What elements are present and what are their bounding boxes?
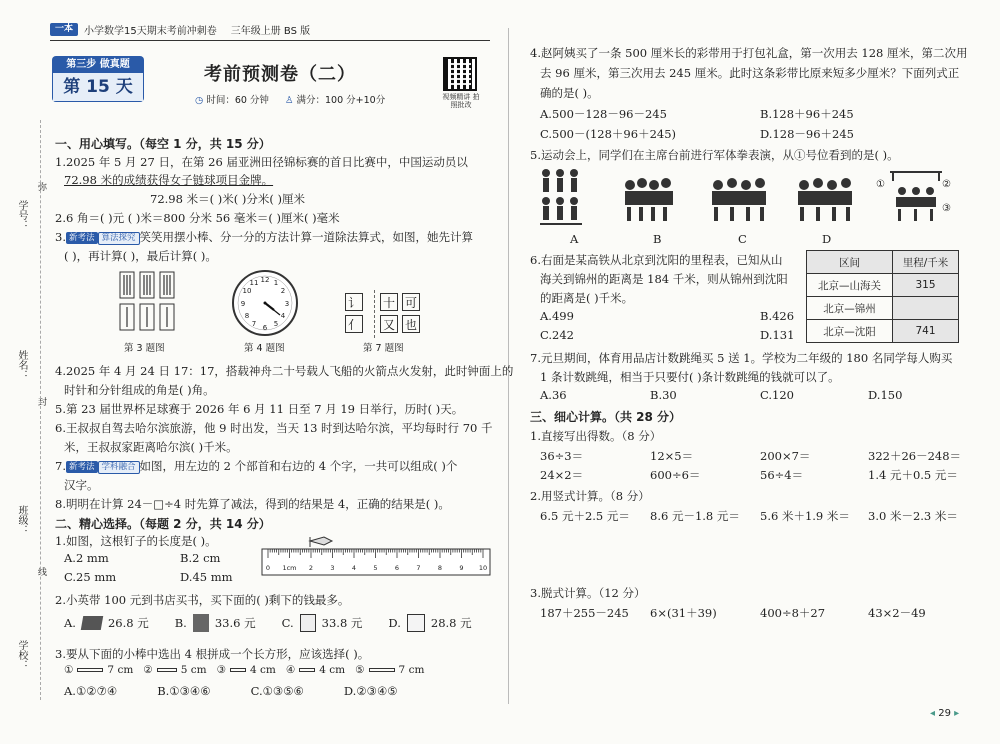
- step-label: 第三步 做真题: [52, 56, 144, 73]
- stepwise-calc-item: 400÷8＋27: [760, 606, 826, 620]
- section-3-title: 三、细心计算。（共 28 分）: [530, 410, 682, 424]
- clock-icon: ◷: [195, 95, 204, 106]
- ruler-label: 5: [373, 564, 378, 572]
- figure-7-divider: [374, 290, 375, 338]
- choice-6-option-d: D.131: [760, 328, 795, 342]
- mileage-table: [806, 250, 959, 343]
- question-6: 6.王叔叔自驾去哈尔滨旅游，他 9 时出发，当天 13 时到达哈尔滨，平均每时行 70 千: [55, 421, 493, 435]
- table-row: 北京—山海关 315: [807, 274, 959, 297]
- choice-5-option-d: D: [822, 232, 832, 246]
- seal-char: 线: [38, 568, 48, 578]
- stepwise-calc-item: 6×(31＋39): [650, 606, 717, 620]
- calc-item: 322＋26－248＝: [868, 449, 962, 463]
- table-row: 北京—锦州: [807, 297, 959, 320]
- svg-text:6: 6: [262, 324, 268, 332]
- choice-1-option-c: C.25 mm: [64, 570, 117, 584]
- vertical-calc-item: 3.0 米－2.3 米＝: [868, 509, 958, 523]
- figure-4-clock: [230, 268, 300, 338]
- calc-item: 200×7＝: [760, 449, 811, 463]
- page-number: ◂ 29 ▸: [930, 708, 960, 719]
- school-label: 学校：: [16, 640, 27, 670]
- choice-4-option-a: A.500－128－96－245: [540, 107, 667, 121]
- stepwise-calc-item: 187＋255－245: [540, 606, 629, 620]
- ruler-label: 7: [416, 564, 421, 572]
- question-6-cont: 米，王叔叔家距离哈尔滨( )千米。: [64, 440, 238, 454]
- choice-7-option-b: B.30: [650, 388, 677, 402]
- book-icon: [300, 614, 316, 632]
- figure-7-caption: 第 7 题图: [363, 343, 404, 354]
- calc-2-title: 2.用竖式计算。（8 分）: [530, 489, 650, 503]
- ruler-label: 9: [459, 564, 464, 572]
- question-5: 5.第 23 届世界杯足球赛于 2026 年 6 月 11 日至 7 月 19 日举行，历时( )天。: [55, 402, 464, 416]
- stick: [299, 668, 315, 672]
- grade-label: 三年级上册 BS 版: [230, 25, 311, 37]
- student-name-label: 姓名：: [16, 350, 27, 380]
- calc-3-title: 3.脱式计算。（12 分）: [530, 586, 646, 600]
- ruler-label: 6: [394, 564, 400, 572]
- exam-meta: [195, 92, 385, 106]
- ruler-label: 2: [308, 564, 314, 572]
- question-4-cont: 时针和分针组成的角是( )角。: [64, 383, 215, 397]
- svg-text:8: 8: [244, 312, 250, 320]
- choice-7: 7.元旦期间，体育用品店计数跳绳买 5 送 1。学校为二年级的 180 名同学每人购买: [530, 351, 953, 365]
- time-limit: 时间：60 分钟: [206, 95, 269, 106]
- ruler-label: 0: [265, 564, 271, 572]
- vertical-calc-item: 6.5 元＋2.5 元＝: [540, 509, 630, 523]
- choice-4-option-c: C.500－(128＋96＋245): [540, 127, 677, 141]
- choice-2-options: A. 26.8 元 B. 33.6 元 C. 33.8 元 D. 28.8 元: [64, 616, 472, 630]
- choice-2: 2.小英带 100 元到书店买书，买下面的( )剩下的钱最多。: [55, 593, 350, 607]
- stepwise-calc-item: 43×2－49: [868, 606, 926, 620]
- ruler-label: 10: [478, 564, 488, 572]
- ruler-label: 4: [351, 564, 357, 572]
- stick: [369, 668, 395, 672]
- question-7-text: 如图，用左边的 2 个部首和右边的 4 个字，一共可以组成( )个: [139, 459, 458, 473]
- question-2: 2.6 角＝( )元 ( )米＝800 分米 56 毫米＝( )厘米( )毫米: [55, 211, 340, 225]
- question-1-cont: 72.98 米的成绩获得女子链球项目金牌。: [64, 173, 274, 187]
- table-row: 北京—沈阳 741: [807, 320, 959, 343]
- person-icon: ♙: [284, 95, 294, 106]
- svg-text:1: 1: [273, 279, 279, 287]
- choice-1-option-b: B.2 cm: [180, 551, 221, 565]
- choice-3-options: A.①②⑦④ B.①③④⑥ C.①③⑤⑥ D.②③④⑤: [64, 684, 398, 698]
- question-1: 1.2025 年 5 月 27 日，在第 26 届亚洲田径锦标赛的首日比赛中，中国运动员以: [55, 155, 468, 169]
- choice-5: 5.运动会上，同学们在主席台前进行军体拳表演，从①号位看到的是( )。: [530, 148, 899, 162]
- sticks-row: ① 7 cm ② 5 cm ③ 4 cm ④ 4 cm ⑤ 7 cm: [64, 664, 425, 676]
- choice-4-cont: 去 96 厘米，第三次用去 245 厘米。此时这条彩带比原来短多少厘米？下面列式正: [540, 66, 960, 80]
- svg-text:2: 2: [280, 287, 286, 295]
- figure-3-caption: 第 3 题图: [124, 343, 165, 354]
- explore-tag: 算法探究: [98, 232, 140, 245]
- svg-text:10: 10: [242, 287, 252, 295]
- svg-text:11: 11: [249, 279, 259, 287]
- ruler-label: 1cm: [282, 564, 297, 572]
- question-8: 8.明明在计算 24－□÷4 时先算了减法，得到的结果是 4，正确的结果是( )。: [55, 497, 450, 511]
- stick: [230, 668, 246, 672]
- stick: [157, 668, 177, 672]
- book-icon: [81, 616, 103, 630]
- new-method-tag: 新考法: [66, 461, 98, 473]
- question-3-blanks: ( )，再计算( )，最后计算( )。: [64, 249, 217, 263]
- book-title: 小学数学15天期末考前冲刺卷: [84, 25, 217, 37]
- calc-1-title: 1.直接写出得数。（8 分）: [530, 429, 662, 443]
- svg-text:12: 12: [260, 276, 270, 284]
- choice-4-option-d: D.128－96＋245: [760, 127, 854, 141]
- svg-text:3: 3: [284, 300, 290, 308]
- choice-6-option-c: C.242: [540, 328, 574, 342]
- calc-item: 36÷3＝: [540, 449, 584, 463]
- choice-7-option-c: C.120: [760, 388, 794, 402]
- question-3: 3. 新考法 算法探究 笑笑用摆小棒、分一分的方法计算一道除法算式，如图，她先计算: [55, 230, 474, 244]
- book-icon: [193, 614, 209, 632]
- new-method-tag: 新考法: [66, 232, 98, 244]
- question-3-text: 笑笑用摆小棒、分一分的方法计算一道除法算式，如图，她先计算: [139, 230, 474, 244]
- choice-7-option-a: A.36: [540, 388, 567, 402]
- choice-6-option-a: A.499: [540, 309, 574, 323]
- full-score: 满分：100 分+10分: [296, 95, 386, 106]
- calc-item: 24×2＝: [540, 468, 584, 482]
- svg-text:5: 5: [273, 320, 279, 328]
- svg-text:4: 4: [280, 312, 286, 320]
- seal-char: 封: [38, 398, 48, 408]
- question-1-blank: 72.98 米＝( )米( )分米( )厘米: [150, 192, 305, 206]
- table-header: 区间: [807, 251, 893, 274]
- section-1-title: 一、用心填写。（每空 1 分，共 15 分）: [55, 137, 271, 151]
- ruler-label: 8: [437, 564, 443, 572]
- page-title: 考前预测卷（二）: [204, 64, 356, 85]
- table-header: 里程/千米: [893, 251, 959, 274]
- ruler-figure: [258, 533, 494, 579]
- vertical-calc-item: 5.6 米＋1.9 米＝: [760, 509, 850, 523]
- question-7: 7. 新考法 学科融合 如图，用左边的 2 个部首和右边的 4 个字，一共可以组成( )个: [55, 459, 458, 473]
- svg-text:9: 9: [240, 300, 246, 308]
- figure-4-caption: 第 4 题图: [244, 343, 285, 354]
- stick: [77, 668, 103, 672]
- choice-7-option-d: D.150: [868, 388, 903, 402]
- student-id-label: 学号：: [16, 200, 27, 230]
- calc-item: 1.4 元＋0.5 元＝: [868, 468, 958, 482]
- question-4: 4.2025 年 4 月 24 日 17：17，搭载神舟二十号载人飞船的火箭点火发射，此时钟面上的: [55, 364, 514, 378]
- fusion-tag: 学科融合: [98, 461, 140, 474]
- choice-1: 1.如图，这根钉子的长度是( )。: [55, 534, 217, 548]
- book-header: [50, 22, 310, 36]
- seal-line: [40, 120, 41, 700]
- calc-item: 12×5＝: [650, 449, 694, 463]
- header-divider: [50, 40, 490, 41]
- choice-1-option-d: D.45 mm: [180, 570, 233, 584]
- svg-text:7: 7: [251, 320, 257, 328]
- choice-6-cont: 海关到锦州的距离是 184 千米，则从锦州到沈阳: [540, 272, 788, 286]
- qr-code-icon[interactable]: [443, 57, 477, 91]
- book-icon: [407, 614, 425, 632]
- seal-char: 弥: [38, 183, 48, 193]
- section-2-title: 二、精心选择。（每题 2 分，共 14 分）: [55, 517, 271, 531]
- day-badge: [52, 56, 144, 102]
- position-3-label: ③: [942, 203, 951, 214]
- ruler-label: 3: [330, 564, 335, 572]
- choice-5-figures: [538, 165, 958, 231]
- choice-5-option-b: B: [653, 232, 662, 246]
- choice-1-option-a: A.2 mm: [64, 551, 109, 565]
- figure-3-sticks: [118, 270, 178, 332]
- choice-5-option-c: C: [738, 232, 747, 246]
- choice-3: 3.要从下面的小棒中选出 4 根拼成一个长方形，应该选择( )。: [55, 647, 370, 661]
- prev-arrow-icon: ◂: [930, 708, 936, 719]
- choice-4-option-b: B.128＋96＋245: [760, 107, 854, 121]
- brand-logo: 一本: [50, 23, 78, 36]
- day-label: 第 15 天: [52, 73, 144, 102]
- next-arrow-icon: ▸: [954, 708, 960, 719]
- figure-7-radicals: 讠 亻: [345, 293, 365, 333]
- choice-7-cont: 1 条计数跳绳，相当于只要付( )条计数跳绳的钱就可以了。: [540, 370, 840, 384]
- calc-item: 56÷4＝: [760, 468, 804, 482]
- smudged-cell: [893, 297, 959, 320]
- position-1-label: ①: [876, 179, 885, 190]
- qr-label: 视频精讲 拍照批改: [442, 93, 480, 109]
- vertical-calc-item: 8.6 元－1.8 元＝: [650, 509, 740, 523]
- class-label: 班级：: [16, 505, 27, 535]
- figure-7-characters: 十 可 又 也: [380, 293, 426, 333]
- question-7-cont: 汉字。: [64, 478, 99, 492]
- choice-5-option-a: A: [570, 232, 579, 246]
- choice-6: 6.右面是某高铁从北京到沈阳的里程表，已知从山: [530, 253, 783, 267]
- choice-6-cont2: 的距离是( )千米。: [540, 291, 634, 305]
- choice-4: 4.赵阿姨买了一条 500 厘米长的彩带用于打包礼盒，第一次用去 128 厘米，第二次用: [530, 46, 968, 60]
- choice-4-cont2: 确的是( )。: [540, 86, 599, 100]
- position-2-label: ②: [942, 179, 951, 190]
- calc-item: 600÷6＝: [650, 468, 701, 482]
- choice-6-option-b: B.426: [760, 309, 795, 323]
